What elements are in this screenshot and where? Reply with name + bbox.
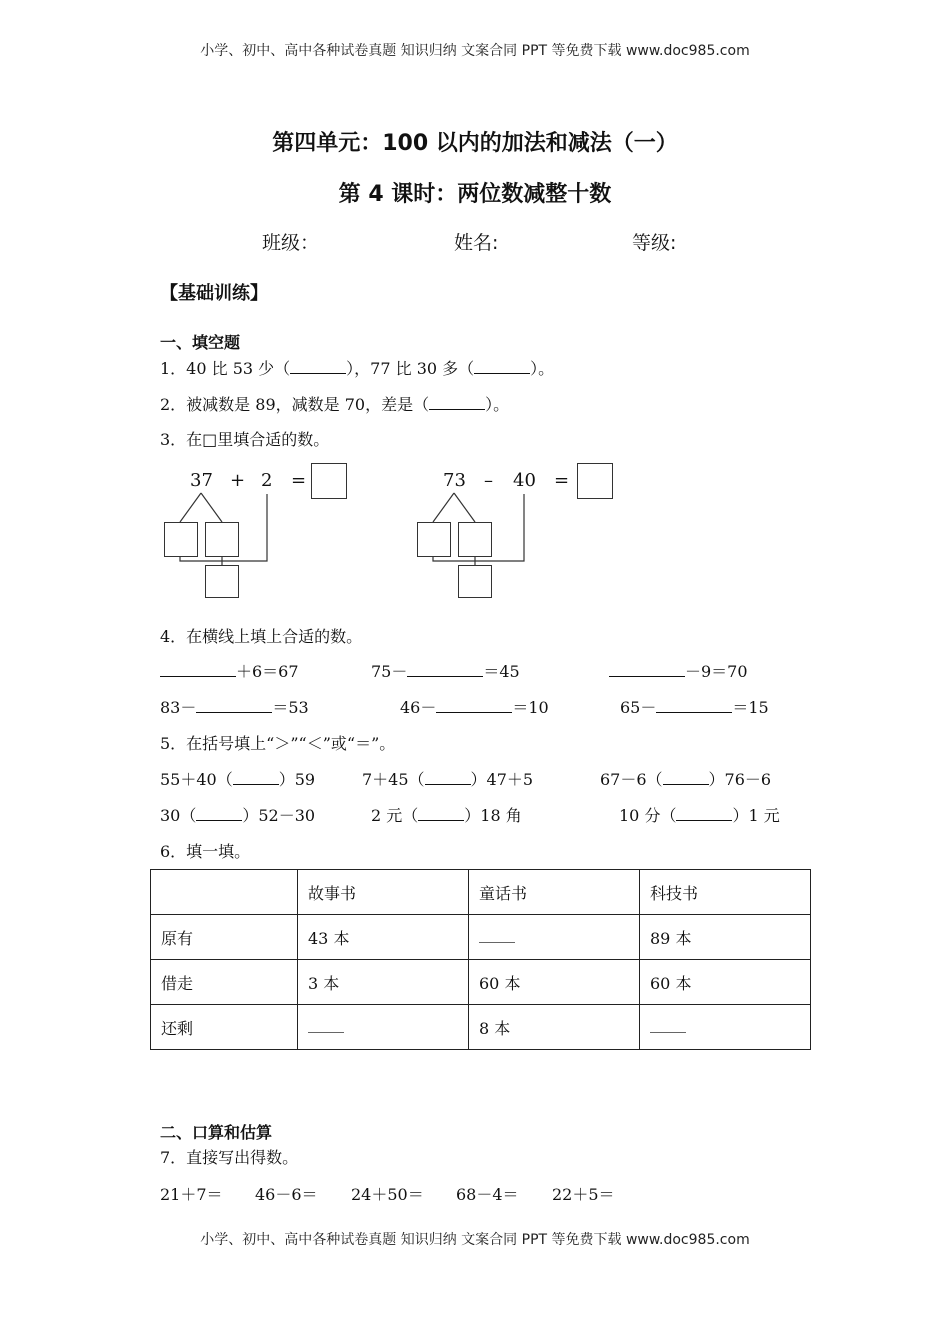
q4-row2-item1 <box>160 695 309 718</box>
name-label: 姓名: <box>454 232 499 254</box>
grade-label: 等级: <box>632 232 677 254</box>
q5-row1-item2 <box>362 767 533 790</box>
tree1-num-b: 2 <box>261 470 273 491</box>
tree1-partial-box[interactable] <box>205 565 239 598</box>
table-cell: 原有 <box>151 915 298 960</box>
q5-text: ）52－30 <box>242 806 316 825</box>
q4-text: ＋6＝67 <box>236 662 299 681</box>
tree1-num-a: 37 <box>190 470 213 491</box>
q2-text-a: 2．被减数是 89，减数是 70，差是（ <box>160 395 430 414</box>
q5-text: ）47＋5 <box>470 770 534 789</box>
q4-blank[interactable] <box>160 676 236 677</box>
tree2-branch-right <box>454 493 475 522</box>
table-cell: 3 本 <box>298 960 469 1005</box>
tree2-num-b: 40 <box>513 470 536 491</box>
q4-blank[interactable] <box>609 676 685 677</box>
tree2-partial-box[interactable] <box>458 565 492 598</box>
tree2-split-box-tens[interactable] <box>417 522 451 557</box>
tree1-branch-left <box>180 493 201 522</box>
tree2-split-box-ones[interactable] <box>458 522 492 557</box>
q4-blank[interactable] <box>196 712 272 713</box>
q5-row1-item3 <box>600 767 771 790</box>
q5-text: 55＋40（ <box>160 770 233 789</box>
q5-blank[interactable] <box>663 784 709 785</box>
q5-text: 7＋45（ <box>362 770 425 789</box>
q5-row1-item1 <box>160 767 315 790</box>
q7-item: 24＋50＝ <box>351 1185 424 1204</box>
table-row <box>151 1005 811 1050</box>
tree1-operator: + <box>230 470 246 491</box>
table-blank[interactable] <box>650 1020 686 1033</box>
q4-row1-item1 <box>160 659 299 682</box>
q5-row2-item1 <box>160 803 315 826</box>
q4-blank[interactable] <box>656 712 732 713</box>
q5-blank[interactable] <box>418 820 464 821</box>
table-row <box>151 960 811 1005</box>
table-header-cell <box>151 870 298 915</box>
q4-row2-item3 <box>620 695 769 718</box>
q5-text: ）59 <box>278 770 316 789</box>
tree2-operator: – <box>484 470 493 491</box>
question-7: 7．直接写出得数。 <box>160 1148 299 1167</box>
part1-heading: 一、填空题 <box>160 333 241 352</box>
q7-item: 21＋7＝ <box>160 1185 223 1204</box>
table-header-cell: 童话书 <box>469 870 640 915</box>
table-blank[interactable] <box>308 1020 344 1033</box>
tree1-split-box-tens[interactable] <box>164 522 198 557</box>
tree2-equals: = <box>554 470 570 491</box>
q5-text: 30（ <box>160 806 197 825</box>
table-blank-cell[interactable] <box>298 1005 469 1050</box>
table-cell: 8 本 <box>469 1005 640 1050</box>
q7-item: 46－6＝ <box>255 1185 318 1204</box>
question-6: 6．填一填。 <box>160 842 251 861</box>
part2-heading: 二、口算和估算 <box>160 1123 273 1142</box>
q4-blank[interactable] <box>436 712 512 713</box>
tree2-answer-box[interactable] <box>577 463 613 499</box>
q4-text: ＝15 <box>732 698 769 717</box>
tree1-branch-right <box>201 493 222 522</box>
page-title: 第四单元：100 以内的加法和减法（一） <box>272 131 678 156</box>
q4-text: 83－ <box>160 698 197 717</box>
tree2-num-a: 73 <box>443 470 466 491</box>
q4-text: ＝10 <box>512 698 549 717</box>
q2-text-b: ）。 <box>485 395 510 414</box>
page-subtitle: 第 4 课时：两位数减整十数 <box>338 182 612 207</box>
q4-row1-item2 <box>371 659 520 682</box>
q5-text: ）18 角 <box>464 806 522 825</box>
books-table <box>150 869 811 1050</box>
tree1-split-box-ones[interactable] <box>205 522 239 557</box>
section-basic: 【基础训练】 <box>160 283 268 304</box>
question-4: 4．在横线上填上合适的数。 <box>160 627 363 646</box>
table-blank-cell[interactable] <box>469 915 640 960</box>
q5-text: 2 元（ <box>371 806 419 825</box>
q1-text-a: 1．40 比 53 少（ <box>160 359 291 378</box>
q5-text: 67－6（ <box>600 770 663 789</box>
q4-text: ＝45 <box>483 662 520 681</box>
q4-text: ＝53 <box>272 698 309 717</box>
table-header-cell: 科技书 <box>640 870 811 915</box>
page-footer: 小学、初中、高中各种试卷真题 知识归纳 文案合同 PPT 等免费下载 www.doc985.com <box>200 1232 750 1248</box>
q5-blank[interactable] <box>233 784 279 785</box>
question-5: 5．在括号填上“＞”“＜”或“＝”。 <box>160 734 396 753</box>
question-3: 3．在□里填合适的数。 <box>160 430 330 449</box>
q4-row1-item3 <box>609 659 748 682</box>
table-header-row <box>151 870 811 915</box>
q7-item: 22＋5＝ <box>552 1185 615 1204</box>
page-header: 小学、初中、高中各种试卷真题 知识归纳 文案合同 PPT 等免费下载 www.doc985.com <box>200 43 750 59</box>
q5-row2-item2 <box>371 803 522 826</box>
q5-text: ）76－6 <box>708 770 772 789</box>
q5-row2-item3 <box>619 803 780 826</box>
q1-text-b: ），77 比 30 多（ <box>346 359 475 378</box>
table-cell: 43 本 <box>298 915 469 960</box>
tree1-answer-box[interactable] <box>311 463 347 499</box>
table-blank-cell[interactable] <box>640 1005 811 1050</box>
q5-text: 10 分（ <box>619 806 677 825</box>
q1-text-c: ）。 <box>530 359 555 378</box>
q5-blank[interactable] <box>676 820 732 821</box>
q5-blank[interactable] <box>425 784 471 785</box>
q7-item: 68－4＝ <box>456 1185 519 1204</box>
table-cell: 60 本 <box>469 960 640 1005</box>
q5-text: ）1 元 <box>732 806 780 825</box>
q4-row2-item2 <box>400 695 549 718</box>
q5-blank[interactable] <box>196 820 242 821</box>
q4-blank[interactable] <box>407 676 483 677</box>
table-blank[interactable] <box>479 930 515 943</box>
q4-text: 75－ <box>371 662 408 681</box>
class-label: 班级： <box>262 232 320 254</box>
q4-text: 46－ <box>400 698 437 717</box>
table-cell: 60 本 <box>640 960 811 1005</box>
table-cell: 借走 <box>151 960 298 1005</box>
tree2-branch-left <box>433 493 454 522</box>
table-cell: 还剩 <box>151 1005 298 1050</box>
tree1-equals: = <box>291 470 307 491</box>
table-header-cell: 故事书 <box>298 870 469 915</box>
table-row <box>151 915 811 960</box>
q4-text: －9＝70 <box>685 662 748 681</box>
q4-text: 65－ <box>620 698 657 717</box>
table-cell: 89 本 <box>640 915 811 960</box>
